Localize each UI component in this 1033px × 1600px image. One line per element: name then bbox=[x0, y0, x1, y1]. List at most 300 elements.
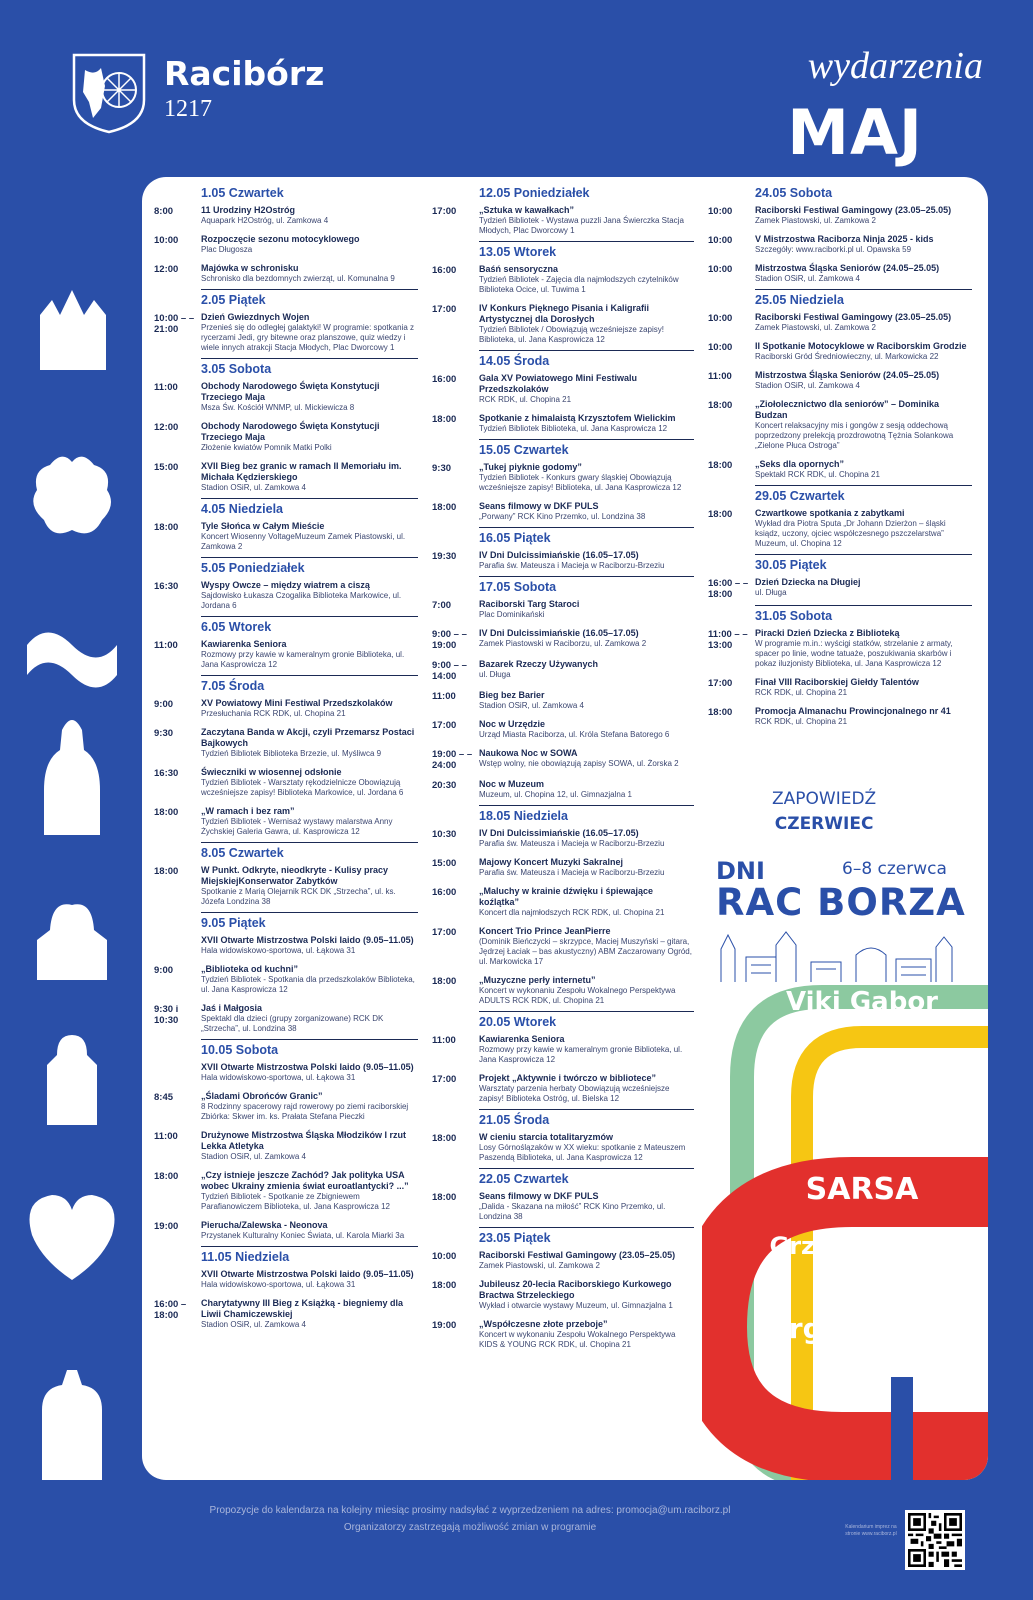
event-row bbox=[702, 307, 972, 336]
event-body bbox=[201, 518, 418, 552]
day-separator bbox=[201, 675, 418, 676]
event-body bbox=[201, 309, 418, 353]
event-title: Obchody Narodowego Święta Konstytucji Trzeciego Maja bbox=[201, 381, 380, 402]
event-time: 9:30 bbox=[154, 728, 174, 739]
event-row bbox=[426, 1274, 694, 1314]
event-body bbox=[201, 695, 418, 719]
event-title: „Biblioteka od kuchni” bbox=[201, 964, 299, 974]
event-row bbox=[702, 623, 972, 672]
subtitle: wydarzenia bbox=[807, 45, 983, 87]
event-time: 18:00 bbox=[432, 1280, 457, 1291]
events-panel bbox=[142, 177, 988, 1480]
day-heading: 16.05 Piątek bbox=[479, 531, 551, 545]
event-body bbox=[479, 825, 694, 849]
event-title: 11 Urodziny H2Ostróg bbox=[201, 205, 296, 215]
event-time: 16:00 – – 18:00 bbox=[708, 578, 749, 600]
event-time: 10:00 – – 21:00 bbox=[154, 313, 195, 335]
event-time: 18:00 bbox=[432, 414, 457, 425]
event-title: IV Dni Dulcissimiańskie (16.05–17.05) bbox=[479, 550, 639, 560]
event-time: 12:00 bbox=[154, 264, 179, 275]
day-heading: 11.05 Niedziela bbox=[201, 1250, 290, 1264]
event-row bbox=[148, 376, 418, 416]
event-row bbox=[426, 774, 694, 803]
artist-grzegorz-hyzy: Grzegorz Hyży bbox=[769, 1232, 965, 1260]
event-row bbox=[148, 1165, 418, 1215]
event-body bbox=[755, 202, 972, 226]
event-description: Zamek Piastowski, ul. Zamkowa 2 bbox=[755, 323, 876, 332]
event-row bbox=[702, 454, 972, 483]
event-body bbox=[201, 961, 418, 995]
event-body bbox=[479, 1070, 694, 1104]
event-row bbox=[426, 1245, 694, 1274]
day-separator bbox=[755, 485, 972, 486]
event-row bbox=[148, 634, 418, 673]
event-description: Koncert w wykonaniu Zespołu Wokalnego Perspektywa KIDS & YOUNG RCK RDK, ul. Chopina 21 bbox=[479, 1330, 676, 1349]
header bbox=[0, 0, 1033, 175]
event-description: ul. Długa bbox=[479, 670, 511, 679]
event-description: Tydzień Bibliotek - Spotkanie ze Zbigniewem Parafianowiczem Biblioteka, ul. Jana Kasprowicza 12 bbox=[201, 1192, 390, 1211]
footer-line1: Propozycje do kalendarza na kolejny miesiąc prosimy nadsyłać z wyprzedzeniem na adres: promocja@um.raciborz.pl bbox=[209, 1505, 731, 1516]
month-title: MAJ bbox=[787, 96, 923, 169]
event-title: Gala XV Powiatowego Mini Festiwalu Przedszkolaków bbox=[479, 373, 638, 394]
event-description: Plac Dominikański bbox=[479, 610, 545, 619]
promo-line2: CZERWIEC bbox=[774, 814, 874, 834]
event-row bbox=[148, 258, 418, 287]
event-time: 18:00 bbox=[708, 707, 733, 718]
event-description: Koncert Wiosenny VoltageMuzeum Zamek Piastowski, ul. Zamkowa 2 bbox=[201, 532, 406, 551]
event-title: Raciborski Festiwal Gamingowy (23.05–25.05) bbox=[755, 312, 952, 322]
event-row bbox=[702, 701, 972, 730]
event-row bbox=[426, 881, 694, 921]
event-time: 15:00 bbox=[154, 462, 179, 473]
event-title: XV Powiatowy Mini Festiwal Przedszkolaków bbox=[201, 698, 393, 708]
event-row bbox=[702, 394, 972, 454]
event-body bbox=[479, 547, 694, 571]
event-time: 11:00 bbox=[154, 382, 178, 393]
event-description: Spektakl dla dzieci (grupy zorganizowane) RCK DK „Strzecha”, ul. Londzina 38 bbox=[201, 1014, 384, 1033]
event-title: IV Dni Dulcissimiańskie (16.05–17.05) bbox=[479, 828, 639, 838]
event-description: ul. Długa bbox=[755, 588, 787, 597]
event-description: RCK RDK, ul. Chopina 21 bbox=[755, 688, 848, 697]
event-row bbox=[426, 1314, 694, 1353]
event-description: „Porwany” RCK Kino Przemko, ul. Londzina 38 bbox=[479, 512, 646, 521]
event-row bbox=[148, 1125, 418, 1165]
event-description: Sajdowisko Łukasza Czogalika Biblioteka Markowice, ul. Jordana 6 bbox=[201, 591, 402, 610]
qr-note: Kalendarium imprez na stronie www.raciborz.pl bbox=[845, 1524, 897, 1537]
event-row bbox=[148, 693, 418, 722]
event-description: Wykład i otwarcie wystawy Muzeum, ul. Gimnazjalna 1 bbox=[479, 1301, 673, 1310]
event-description: Zamek Piastowski, ul. Zamkowa 2 bbox=[479, 1261, 600, 1270]
day-heading: 31.05 Sobota bbox=[755, 609, 833, 623]
event-description: Tydzień Bibliotek - Warsztaty rękodzielnicze Obowiązują wcześniejsze zapisy! Biblioteka Markowice, ul. Jordana 6 bbox=[201, 778, 404, 797]
event-description: Parafia św. Mateusza i Macieja w Raciborzu-Brzeziu bbox=[479, 561, 665, 570]
event-title: Baśń sensoryczna bbox=[479, 264, 559, 274]
event-row bbox=[426, 457, 694, 496]
event-description: Tydzień Bibliotek / Obowiązują wcześniejsze zapisy! Biblioteka, ul. Jana Kasprowicza 12 bbox=[479, 325, 664, 344]
event-description: Hala widowiskowo-sportowa, ul. Łąkowa 31 bbox=[201, 1280, 356, 1289]
event-time: 11:00 bbox=[154, 640, 178, 651]
event-body bbox=[755, 703, 972, 727]
event-body bbox=[479, 1129, 694, 1163]
event-time: 16:00 bbox=[432, 374, 457, 385]
event-description: Tydzień Bibliotek - Spotkania dla przedszkolaków Biblioteka, ul. Jana Kasprowicza 12 bbox=[201, 975, 415, 994]
event-title: Jaś i Małgosia bbox=[201, 1003, 263, 1013]
event-description: Tydzień Bibliotek - Wystawa puzzli Jana Świerczka Stacja Młodych, Plac Dworcowy 1 bbox=[479, 216, 684, 235]
event-body bbox=[201, 260, 418, 284]
event-title: Kawiarenka Seniora bbox=[479, 1034, 565, 1044]
event-time: 10:30 bbox=[432, 829, 457, 840]
event-description: RCK RDK, ul. Chopina 21 bbox=[479, 395, 572, 404]
day-heading: 30.05 Piątek bbox=[755, 558, 827, 572]
concert-lineup-graphic bbox=[702, 977, 988, 1480]
event-body bbox=[479, 1316, 694, 1350]
event-row bbox=[426, 970, 694, 1009]
event-time: 15:00 bbox=[432, 858, 457, 869]
event-time: 16:30 bbox=[154, 581, 179, 592]
artist-organek: Ørganek bbox=[764, 1312, 900, 1345]
artist-sarsa: SARSA bbox=[805, 1172, 919, 1207]
promo-heading bbox=[772, 787, 876, 837]
event-title: „Maluchy w krainie dźwięku i śpiewające koźlątka” bbox=[479, 886, 654, 907]
event-description: Rozmowy przy kawie w kameralnym gronie Biblioteka, ul. Jana Kasprowicza 12 bbox=[479, 1045, 683, 1064]
event-body bbox=[201, 202, 418, 226]
day-separator bbox=[755, 554, 972, 555]
event-body bbox=[479, 459, 694, 493]
event-description: Koncert w wykonaniu Zespołu Wokalnego Perspektywa ADULTS RCK RDK, ul. Chopina 21 bbox=[479, 986, 676, 1005]
event-description: Stadion OSiR, ul. Zamkowa 4 bbox=[755, 381, 860, 390]
event-body bbox=[201, 577, 418, 611]
event-description: „Dalida - Skazana na miłość” RCK Kino Przemko, ul. Londzina 38 bbox=[479, 1202, 666, 1221]
event-description: Przenieś się do odległej galaktyki! W programie: spotkania z rycerzami Jedi, gry bitewne oraz planszowe, quiz wiedzy i wiele innych atrakcji Stacja Młodych, Plac Dworcowy 1 bbox=[201, 323, 414, 352]
event-description: Tydzień Bibliotek Biblioteka, ul. Jana Kasprowicza 12 bbox=[479, 424, 668, 433]
event-row bbox=[426, 852, 694, 881]
event-title: Bazarek Rzeczy Używanych bbox=[479, 659, 599, 669]
event-title: Naukowa Noc w SOWA bbox=[479, 748, 578, 758]
events-column-1 bbox=[148, 183, 418, 1333]
event-description: Hala widowiskowo-sportowa, ul. Łąkowa 31 bbox=[201, 1073, 356, 1082]
event-description: Zamek Piastowski, ul. Zamkowa 2 bbox=[755, 216, 876, 225]
day-separator bbox=[201, 1246, 418, 1247]
event-time: 9:00 bbox=[154, 699, 174, 710]
event-body bbox=[201, 1167, 418, 1212]
day-heading: 25.05 Niedziela bbox=[755, 293, 844, 307]
event-body bbox=[755, 505, 972, 549]
event-title: Charytatywny III Bieg z Książką - biegniemy dla Liwii Chamiczewskiej bbox=[201, 1298, 404, 1319]
event-title: Zaczytana Banda w Akcji, czyli Przemarsz Postaci Bajkowych bbox=[201, 727, 415, 748]
day-heading: 21.05 Środa bbox=[479, 1113, 550, 1127]
event-row bbox=[426, 921, 694, 970]
event-time: 16:00 – 18:00 bbox=[154, 1299, 187, 1321]
day-separator bbox=[479, 527, 694, 528]
event-body bbox=[755, 231, 972, 255]
event-time: 8:45 bbox=[154, 1092, 174, 1103]
event-title: Koncert Trio Prince JeanPierre bbox=[479, 926, 611, 936]
event-time: 19:00 – – 24:00 bbox=[432, 749, 473, 771]
city-skyline-icon bbox=[716, 927, 966, 982]
event-body bbox=[201, 1266, 418, 1290]
event-title: „Muzyczne perły internetu” bbox=[479, 975, 596, 985]
event-description: Tydzień Bibliotek - Zajęcia dla najmłodszych czytelników Biblioteka Ocice, ul. Tuwima 1 bbox=[479, 275, 679, 294]
event-row bbox=[148, 1293, 418, 1333]
day-heading: 23.05 Piątek bbox=[479, 1231, 551, 1245]
event-title: XVII Otwarte Mistrzostwa Polski Iaido (9.05–11.05) bbox=[201, 1062, 414, 1072]
event-description: (Dominik Bieńczycki – skrzypce, Maciej Muszyński – gitara, Jędrzej Łaciak – bas akustyczny) ABM Zaczarowany Ogród, ul. Markowicka 17 bbox=[479, 937, 692, 966]
event-row bbox=[426, 1127, 694, 1166]
event-row bbox=[702, 229, 972, 258]
event-body bbox=[479, 716, 694, 740]
event-title: Raciborski Festiwal Gamingowy (23.05–25.05) bbox=[755, 205, 952, 215]
event-title: Czwartkowe spotkania z zabytkami bbox=[755, 508, 905, 518]
event-body bbox=[755, 260, 972, 284]
event-title: „Sztuka w kawałkach” bbox=[479, 205, 575, 215]
event-body bbox=[479, 1276, 694, 1311]
day-separator bbox=[479, 805, 694, 806]
event-row bbox=[148, 1057, 418, 1086]
day-heading: 4.05 Niedziela bbox=[201, 502, 283, 516]
event-body bbox=[479, 370, 694, 405]
event-time: 16:00 bbox=[432, 887, 457, 898]
event-time: 11:00 bbox=[708, 371, 732, 382]
event-title: XVII Otwarte Mistrzostwa Polski Iaido (9.05–11.05) bbox=[201, 1269, 414, 1279]
event-row bbox=[148, 722, 418, 762]
event-description: Hala widowiskowo-sportowa, ul. Łąkowa 31 bbox=[201, 946, 356, 955]
event-title: XVII Otwarte Mistrzostwa Polski Iaido (9.05–11.05) bbox=[201, 935, 414, 945]
event-row bbox=[148, 516, 418, 555]
june-promo bbox=[702, 777, 988, 1480]
events-column-2 bbox=[426, 183, 694, 1353]
event-time: 16:00 bbox=[432, 265, 457, 276]
event-row bbox=[702, 336, 972, 365]
event-row bbox=[148, 801, 418, 840]
event-title: Dzień Gwiezdnych Wojen bbox=[201, 312, 310, 322]
event-row bbox=[426, 1029, 694, 1068]
event-time: 9:30 i 10:30 bbox=[154, 1004, 179, 1026]
event-title: Wyspy Owcze – między wiatrem a ciszą bbox=[201, 580, 370, 590]
event-description: Koncert relaksacyjny mis i gongów z sesją oddechową poprzedzony prelekcją prozdrowotną Tężnia Solankowa „Zielone Płuca Ostroga” bbox=[755, 421, 954, 450]
event-time: 10:00 bbox=[708, 206, 733, 217]
event-time: 19:00 bbox=[154, 1221, 179, 1232]
promo-dni: DNI bbox=[716, 857, 765, 885]
event-row bbox=[426, 823, 694, 852]
promo-dates: 6–8 czerwca bbox=[842, 859, 947, 879]
event-title: „Ziołolecznictwo dla seniorów” – Dominika Budzan bbox=[755, 399, 940, 420]
event-row bbox=[426, 200, 694, 239]
event-description: Spektakl RCK RDK, ul. Chopina 21 bbox=[755, 470, 880, 479]
event-title: Obchody Narodowego Święta Konstytucji Trzeciego Maja bbox=[201, 421, 380, 442]
event-time bbox=[148, 1266, 201, 1290]
event-body bbox=[201, 1127, 418, 1162]
event-time: 18:00 bbox=[708, 400, 733, 411]
day-heading: 17.05 Sobota bbox=[479, 580, 557, 594]
event-title: Seans filmowy w DKF PULS bbox=[479, 501, 599, 511]
event-body bbox=[201, 458, 418, 493]
event-description: Tydzień Bibliotek Biblioteka Brzezie, ul. Myśliwca 9 bbox=[201, 749, 382, 758]
qr-code-icon[interactable] bbox=[905, 1510, 965, 1570]
event-description: Muzeum, ul. Chopina 12, ul. Gimnazjalna 1 bbox=[479, 790, 632, 799]
event-row bbox=[148, 930, 418, 959]
event-row bbox=[148, 1215, 418, 1244]
event-body bbox=[201, 724, 418, 759]
brand-year: 1217 bbox=[164, 96, 212, 122]
event-row bbox=[426, 496, 694, 525]
event-time: 18:00 bbox=[432, 502, 457, 513]
event-time: 9:00 – – 19:00 bbox=[432, 629, 467, 651]
event-body bbox=[479, 1188, 694, 1222]
day-separator bbox=[479, 576, 694, 577]
day-heading: 10.05 Sobota bbox=[201, 1043, 279, 1057]
event-description: Stadion OSiR, ul. Zamkowa 4 bbox=[201, 1152, 306, 1161]
event-row bbox=[702, 503, 972, 552]
day-separator bbox=[755, 605, 972, 606]
event-body bbox=[479, 854, 694, 878]
event-description: Aquapark H2Ostróg, ul. Zamkowa 4 bbox=[201, 216, 329, 225]
event-description: Stadion OSiR, ul. Zamkowa 4 bbox=[755, 274, 860, 283]
event-title: Seans filmowy w DKF PULS bbox=[479, 1191, 599, 1201]
event-title: Majowy Koncert Muzyki Sakralnej bbox=[479, 857, 624, 867]
event-description: Tydzień Bibliotek - Wernisaż wystawy malarstwa Anny Żychskiej Galeria Gawra, ul. Kasprowicza 12 bbox=[201, 817, 393, 836]
event-title: Świeczniki w wiosennej odsłonie bbox=[201, 767, 342, 777]
day-separator bbox=[201, 842, 418, 843]
event-description: Przesłuchania RCK RDK, ul. Chopina 21 bbox=[201, 709, 346, 718]
event-description: Stadion OSiR, ul. Zamkowa 4 bbox=[479, 701, 584, 710]
event-time: 9:30 bbox=[432, 463, 452, 474]
day-heading: 22.05 Czwartek bbox=[479, 1172, 569, 1186]
event-body bbox=[479, 883, 694, 918]
event-time: 10:00 bbox=[708, 313, 733, 324]
day-heading: 12.05 Poniedziałek bbox=[479, 186, 590, 200]
day-heading: 2.05 Piątek bbox=[201, 293, 266, 307]
event-title: Bieg bez Barier bbox=[479, 690, 545, 700]
event-time: 18:00 bbox=[708, 460, 733, 471]
event-body bbox=[479, 776, 694, 800]
event-description: Urząd Miasta Raciborza, ul. Króla Stefana Batorego 6 bbox=[479, 730, 670, 739]
event-title: Kawiarenka Seniora bbox=[201, 639, 287, 649]
event-time: 17:00 bbox=[432, 304, 457, 315]
event-title: Spotkanie z himalaistą Krzysztofem Wielickim bbox=[479, 413, 676, 423]
event-description: Zamek Piastowski w Raciborzu, ul. Zamkowa 2 bbox=[479, 639, 647, 648]
day-heading: 9.05 Piątek bbox=[201, 916, 266, 930]
event-body bbox=[201, 1217, 418, 1241]
event-time: 20:30 bbox=[432, 780, 457, 791]
event-body bbox=[755, 625, 972, 669]
event-body bbox=[755, 338, 972, 362]
event-row bbox=[426, 685, 694, 714]
event-body bbox=[201, 1059, 418, 1083]
event-row bbox=[148, 229, 418, 258]
day-heading: 18.05 Niedziela bbox=[479, 809, 568, 823]
event-body bbox=[201, 764, 418, 798]
event-description: Schronisko dla bezdomnych zwierząt, ul. Komunalna 9 bbox=[201, 274, 395, 283]
event-body bbox=[479, 745, 694, 771]
footer-line2: Organizatorzy zastrzegają możliwość zmian w programie bbox=[343, 1522, 597, 1533]
promo-raciborza: RAC BORZA bbox=[716, 881, 966, 924]
event-body bbox=[201, 636, 418, 670]
event-description: Rozmowy przy kawie w kameralnym gronie Biblioteka, ul. Jana Kasprowicza 12 bbox=[201, 650, 405, 669]
event-description: Raciborski Gród Średniowieczny, ul. Markowicka 22 bbox=[755, 352, 939, 361]
event-body bbox=[479, 202, 694, 236]
event-time: 17:00 bbox=[432, 927, 457, 938]
promo-line1: ZAPOWIEDŹ bbox=[772, 789, 877, 809]
day-separator bbox=[201, 912, 418, 913]
day-heading: 15.05 Czwartek bbox=[479, 443, 569, 457]
event-time: 18:00 bbox=[708, 509, 733, 520]
event-row bbox=[148, 959, 418, 998]
day-separator bbox=[479, 1168, 694, 1169]
event-title: Drużynowe Mistrzostwa Śląska Młodzików I rzut Lekka Atletyka bbox=[201, 1130, 407, 1151]
event-time: 19:30 bbox=[432, 551, 457, 562]
event-row bbox=[426, 368, 694, 408]
brand-name: Racibórz bbox=[164, 54, 325, 93]
event-title: „Współczesne złote przeboje” bbox=[479, 1319, 608, 1329]
event-description: Parafia św. Mateusza i Macieja w Raciborzu-Brzeziu bbox=[479, 868, 665, 877]
artist-viki-gabor: Viki Gabor bbox=[785, 987, 938, 1017]
event-title: II Spotkanie Motocyklowe w Raciborskim Grodzie bbox=[755, 341, 967, 351]
event-description: Plac Długosza bbox=[201, 245, 253, 254]
event-description: Tydzień Bibliotek - Konkurs gwary śląskiej Obowiązują wcześniejsze zapisy! Biblioteka, ul. Jana Kasprowicza 12 bbox=[479, 473, 682, 492]
event-description: Losy Górnoślązaków w XX wieku: spotkanie z Mateuszem Paszendą Biblioteka, ul. Jana Kasprowicza 12 bbox=[479, 1143, 686, 1162]
event-description: Szczegóły: www.raciborki.pl ul. Opawska 59 bbox=[755, 245, 912, 254]
event-time: 9:00 – – 14:00 bbox=[432, 660, 467, 682]
event-time: 18:00 bbox=[154, 807, 179, 818]
event-body bbox=[201, 803, 418, 837]
event-body bbox=[201, 932, 418, 956]
day-separator bbox=[201, 557, 418, 558]
event-body bbox=[201, 378, 418, 413]
event-description: Msza Św. Kościół WNMP, ul. Mickiewicza 8 bbox=[201, 403, 355, 412]
event-time: 9:00 bbox=[154, 965, 174, 976]
event-body bbox=[479, 656, 694, 682]
event-row bbox=[702, 572, 972, 603]
event-row bbox=[426, 654, 694, 685]
event-time bbox=[148, 932, 201, 956]
event-body bbox=[479, 972, 694, 1006]
event-title: „Śladami Obrońców Granic” bbox=[201, 1091, 323, 1101]
event-time: 11:00 – – 13:00 bbox=[708, 629, 748, 651]
event-row bbox=[148, 307, 418, 356]
event-title: „Tukej piyknie godomy” bbox=[479, 462, 582, 472]
event-description: Parafia św. Mateusza i Macieja w Raciborzu-Brzeziu bbox=[479, 839, 665, 848]
event-row bbox=[148, 762, 418, 801]
event-time: 18:00 bbox=[432, 1133, 457, 1144]
event-title: Raciborski Targ Staroci bbox=[479, 599, 580, 609]
event-title: Noc w Urzędzie bbox=[479, 719, 546, 729]
event-row bbox=[426, 1186, 694, 1225]
event-time: 12:00 bbox=[154, 422, 179, 433]
event-body bbox=[479, 923, 694, 967]
day-separator bbox=[755, 289, 972, 290]
event-row bbox=[702, 365, 972, 394]
event-time: 17:00 bbox=[708, 678, 733, 689]
event-title: IV Konkurs Pięknego Pisania i Kaligrafii Artystycznej dla Dorosłych bbox=[479, 303, 650, 324]
event-title: Promocja Almanachu Prowincjonalnego nr 41 bbox=[755, 706, 951, 716]
event-body bbox=[201, 862, 418, 907]
event-title: Rozpoczęcie sezonu motocyklowego bbox=[201, 234, 360, 244]
event-row bbox=[148, 1264, 418, 1293]
event-row bbox=[148, 200, 418, 229]
event-row bbox=[702, 258, 972, 287]
event-body bbox=[201, 231, 418, 255]
event-body bbox=[479, 1247, 694, 1271]
event-time: 11:00 bbox=[154, 1131, 178, 1142]
event-row bbox=[148, 1086, 418, 1125]
event-title: „Czy istnieje jeszcze Zachód? Jak polityka USA wobec Ukrainy zmienia świat euroatlantycki? ...” bbox=[201, 1170, 409, 1191]
day-separator bbox=[201, 358, 418, 359]
day-heading: 6.05 Wtorek bbox=[201, 620, 272, 634]
events-column-3 bbox=[702, 183, 972, 730]
event-time: 18:00 bbox=[154, 522, 179, 533]
event-time: 10:00 bbox=[708, 342, 733, 353]
event-description: RCK RDK, ul. Chopina 21 bbox=[755, 717, 848, 726]
